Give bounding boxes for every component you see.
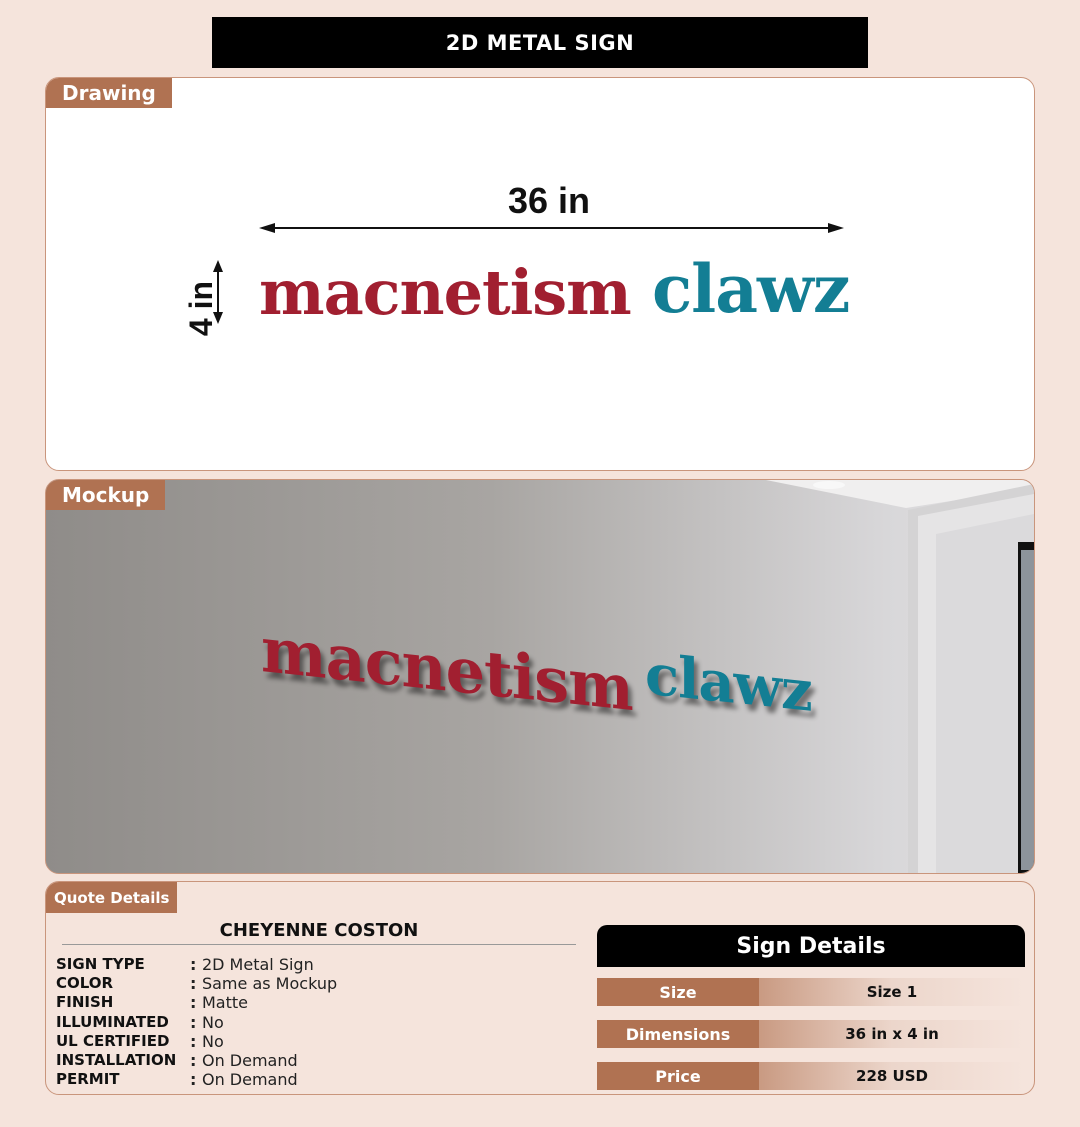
- quote-tab: Quote Details: [46, 882, 177, 913]
- spec-value: : On Demand: [190, 1051, 298, 1070]
- sign-detail-key: Dimensions: [597, 1020, 759, 1048]
- spec-key: UL CERTIFIED: [56, 1031, 170, 1050]
- mockup-panel: [45, 479, 1035, 874]
- sign-detail-value: Size 1: [759, 978, 1025, 1006]
- sign-detail-value: 36 in x 4 in: [759, 1020, 1025, 1048]
- spec-key: FINISH: [56, 993, 114, 1012]
- spec-value: : Matte: [190, 993, 248, 1012]
- logo-word-teal: clawz: [645, 641, 812, 725]
- spec-key: INSTALLATION: [56, 1051, 177, 1070]
- drawing-tab: Drawing: [46, 78, 172, 108]
- spec-key: COLOR: [56, 974, 114, 993]
- logo-word-red: macnetism: [261, 613, 633, 726]
- mockup-tab: Mockup: [46, 480, 165, 510]
- spec-key: ILLUMINATED: [56, 1012, 169, 1031]
- spec-row: [56, 1051, 337, 1070]
- spec-value: : Same as Mockup: [190, 974, 337, 993]
- customer-name: CHEYENNE COSTON: [62, 920, 576, 945]
- spec-row: [56, 955, 337, 974]
- quote-panel: [45, 881, 1035, 1095]
- spec-row: [56, 1013, 337, 1032]
- logo-word-teal: clawz: [652, 250, 850, 328]
- sign-detail-row: [597, 1020, 1025, 1048]
- sign-detail-row: [597, 978, 1025, 1006]
- spec-key: PERMIT: [56, 1070, 120, 1089]
- sign-detail-key: Price: [597, 1062, 759, 1090]
- drawing-panel: [45, 77, 1035, 471]
- width-dimension-label: 36 in: [507, 180, 591, 221]
- page-title: 2D METAL SIGN: [212, 17, 868, 68]
- spec-row: [56, 1032, 337, 1051]
- spec-value: : No: [190, 1013, 224, 1032]
- spec-value: : 2D Metal Sign: [190, 955, 314, 974]
- spec-row: [56, 974, 337, 993]
- logo-word-red: macnetism: [259, 256, 631, 329]
- spec-list: [56, 955, 337, 1089]
- sign-detail-value: 228 USD: [759, 1062, 1025, 1090]
- sign-detail-key: Size: [597, 978, 759, 1006]
- spec-value: : On Demand: [190, 1070, 298, 1089]
- spec-key: SIGN TYPE: [56, 955, 145, 973]
- spec-row: [56, 1070, 337, 1089]
- spec-row: [56, 993, 337, 1012]
- sign-detail-row: [597, 1062, 1025, 1090]
- width-dimension-arrow: [259, 220, 844, 236]
- spec-value: : No: [190, 1032, 224, 1051]
- height-dimension-label: 4 in: [183, 280, 220, 337]
- sign-details-title: Sign Details: [597, 925, 1025, 967]
